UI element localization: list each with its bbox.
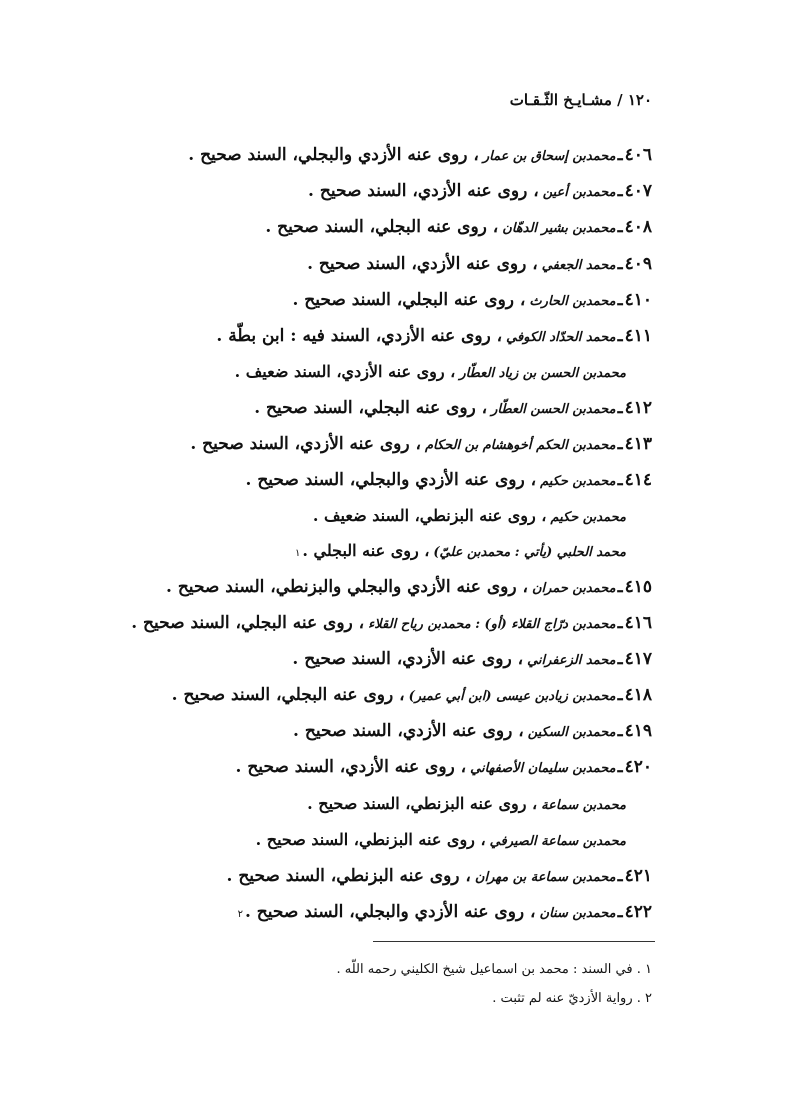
sub-entry (235, 361, 626, 385)
entry-number: ٤٠٩ (624, 254, 652, 274)
entry-text: ، روى عنه البجلي، السند صحيح . (171, 685, 405, 705)
entry-text: ، روى عنه الأزدي والبجلي، السند صحيح . (188, 145, 479, 165)
narrator-name: محمدبن سماعة الصيرفي (489, 834, 626, 849)
entry-dash: ـ (617, 649, 623, 669)
narrator-name: محمدبن أعين (542, 185, 616, 200)
entry-number: ٤١٠ (624, 290, 652, 310)
entry-dash: ـ (617, 866, 623, 886)
entry-number: ٤١٢ (624, 398, 652, 418)
sub-entry (313, 505, 626, 529)
entry-text: ، روى عنه البجلي، السند صحيح . (265, 217, 499, 237)
entry (307, 253, 652, 277)
entry (245, 469, 652, 493)
entry (216, 325, 652, 349)
entry-text: ، روى عنه البجلي . (302, 541, 430, 560)
narrator-name: محمدبن الحارث (529, 294, 616, 309)
narrator-name: محمدبن بشير الدهّان (502, 221, 616, 236)
entry-number: ٤١٧ (624, 649, 652, 669)
narrator-name: محمدبن سماعة (541, 798, 626, 813)
narrator-name: محمدبن حكيم (550, 510, 626, 525)
entry (254, 397, 652, 421)
entry-number: ٤٢٠ (624, 757, 652, 777)
entry-dash: ـ (617, 470, 623, 490)
narrator-name: محمدبن الحسن العطّار (491, 402, 616, 417)
entry (238, 901, 652, 926)
entry-text: ، روى عنه الأزدي، السند صحيح . (292, 649, 524, 669)
page-header: ١٢٠ / مشـايـخ الثّـقـات (509, 91, 652, 109)
entry-text: ، روى عنه الأزدي، السند صحيح . (235, 757, 467, 777)
entry-dash: ـ (617, 290, 623, 310)
narrator-name: محمدبن الحكم أخوهشام بن الحكام (425, 438, 616, 453)
entry (293, 720, 652, 744)
sub-entry (295, 540, 626, 565)
narrator-name: محمدبن السكين (527, 725, 616, 740)
entry-text: ، روى عنه الأزدي، السند صحيح . (293, 721, 524, 741)
entry-text: ، روى عنه البجلي، السند صحيح . (292, 290, 526, 310)
narrator-name: محمدبن إسحاق بن عمار (482, 149, 616, 164)
entry-dash: ـ (617, 217, 623, 237)
entry (190, 433, 652, 457)
narrator-name: محمدبن سنان (539, 906, 616, 921)
sub-entry (256, 829, 626, 853)
entry-dash: ـ (617, 685, 623, 705)
entry-number: ٤١١ (624, 326, 652, 346)
footnote-divider (373, 941, 655, 942)
entry (188, 144, 652, 168)
entry (308, 180, 652, 204)
entry-dash: ـ (617, 577, 623, 597)
narrator-name: محمد الحلبي (يأتي : محمدبن عليّ) (433, 545, 626, 560)
entry-text: ، روى عنه البجلي، السند صحيح . (254, 398, 488, 418)
narrator-name: محمدبن حكيم (540, 474, 616, 489)
entry-dash: ـ (617, 181, 623, 201)
entry-dash: ـ (617, 398, 623, 418)
narrator-name: محمد الحدّاد الكوفي (506, 330, 616, 345)
entry-number: ٤٠٦ (624, 145, 652, 165)
entry-dash: ـ (617, 326, 623, 346)
entry (265, 216, 652, 240)
entry (236, 756, 653, 780)
entry-dash: ـ (617, 434, 623, 454)
entry-text: ، روى عنه البزنطي، السند صحيح . (255, 830, 486, 849)
entry-text: ، روى عنه البزنطي، السند صحيح . (226, 866, 471, 886)
entry-dash: ـ (617, 145, 623, 165)
narrator-name: محمدبن سليمان الأصفهاني (470, 761, 616, 776)
entry (292, 648, 652, 672)
narrator-name: محمدبن الحسن بن زياد العطّار (459, 366, 626, 381)
entry-dash: ـ (617, 254, 623, 274)
entry-dash: ـ (617, 757, 623, 777)
entry-text: ، روى عنه الأزدي، السند ضعيف . (234, 362, 456, 381)
entry-text: ، روى عنه البزنطي، السند ضعيف . (312, 506, 547, 525)
entry-text: ، روى عنه الأزدي والبجلي والبزنطي، السند صحيح . (166, 577, 528, 597)
entry-number: ٤١٩ (624, 721, 652, 741)
narrator-name: محمد الزعفراني (527, 653, 616, 668)
entry-text: ، روى عنه الأزدي والبجلي، السند صحيح . (245, 470, 537, 490)
entry (227, 865, 653, 889)
entry-number: ٤١٤ (624, 470, 652, 490)
entry-text: ، روى عنه الأزدي، السند صحيح . (308, 181, 539, 201)
narrator-name: محمدبن زيادبن عيسى (ابن أبي عمير) (408, 689, 616, 704)
entry-number: ٤١٥ (624, 577, 652, 597)
entry-number: ٤١٦ (624, 613, 652, 633)
entry-text: ، روى عنه الأزدي، السند صحيح . (307, 254, 538, 274)
entry-dash: ـ (617, 902, 623, 922)
entry-text: ، روى عنه البزنطي، السند صحيح . (307, 794, 538, 813)
footnote-marker: ٢ (237, 909, 243, 920)
entry (131, 612, 652, 636)
entry (292, 289, 652, 313)
narrator-name: محمدبن درّاج القلاء (أو) : محمدبن رياح القلاء (368, 617, 616, 632)
entry-text: ، روى عنه الأزدي والبجلي، السند صحيح . (244, 902, 536, 922)
entry-number: ٤٢١ (624, 866, 652, 886)
entry (166, 576, 652, 600)
narrator-name: محمدبن حمران (531, 581, 616, 596)
sub-entry (307, 793, 626, 817)
entry-dash: ـ (617, 721, 623, 741)
narrator-name: محمدبن سماعة بن مهران (474, 870, 616, 885)
entry-text: ، روى عنه الأزدي، السند صحيح . (190, 434, 421, 454)
entry-number: ٤٠٨ (624, 217, 652, 237)
footnote-1: ١ . في السند : محمد بن اسماعيل شيخ الكليني رحمه اللّه . (336, 962, 652, 977)
entry-number: ٤١٣ (624, 434, 652, 454)
entry-number: ٤١٨ (624, 685, 652, 705)
footnote-marker: ١ (294, 548, 301, 559)
entry-text: ، روى عنه الأزدي، السند فيه : ابن بطّة . (216, 326, 503, 346)
entry-text: ، روى عنه البجلي، السند صحيح . (131, 613, 365, 633)
entry-dash: ـ (617, 613, 623, 633)
footnote-2: ٢ . رواية الأزديّ عنه لم تثبت . (492, 991, 652, 1006)
narrator-name: محمد الجعفي (541, 258, 616, 273)
entry-number: ٤٠٧ (624, 181, 652, 201)
entry (172, 684, 652, 708)
entry-number: ٤٢٢ (624, 902, 652, 922)
